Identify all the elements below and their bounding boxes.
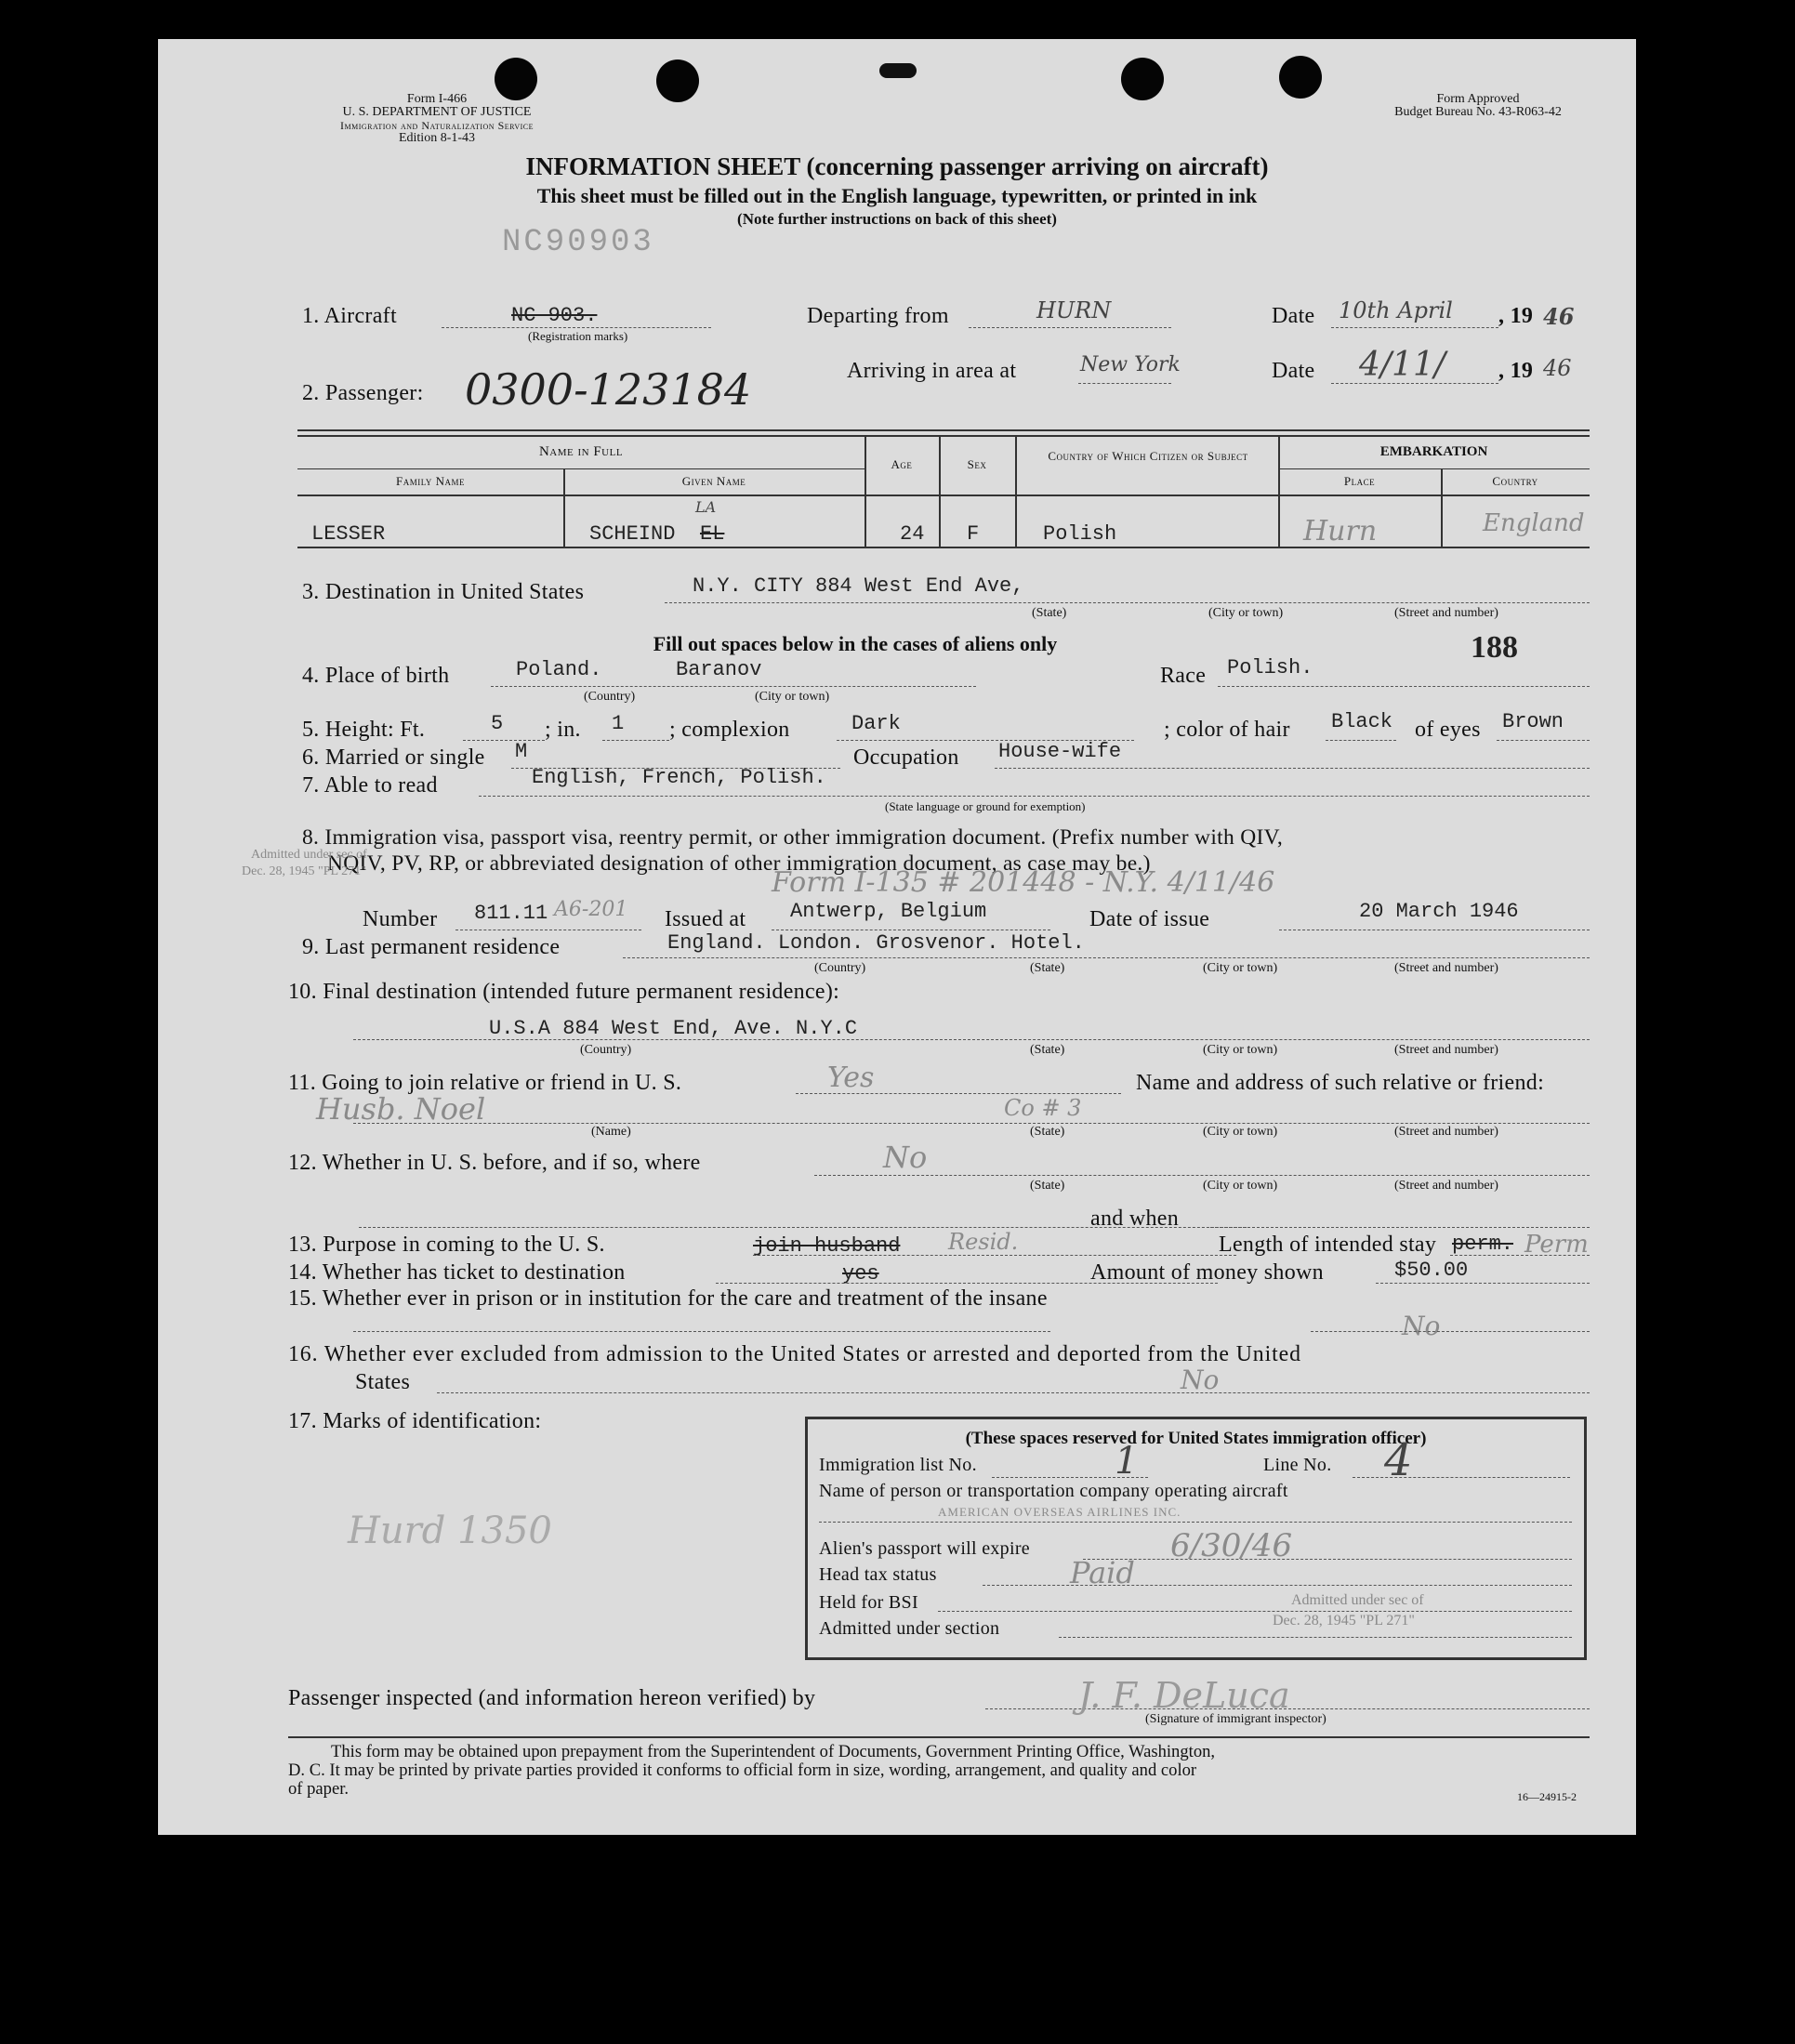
inspector-signature: J. F. DeLuca <box>1078 1675 1290 1716</box>
read-label: 7. Able to read <box>302 773 438 798</box>
money-value: $50.00 <box>1394 1259 1469 1282</box>
excluded-label-1: 16. Whether ever excluded from admission to the United States or arrested and deported from the United <box>288 1342 1301 1366</box>
page-number: 188 <box>1471 630 1518 665</box>
punch-mark <box>879 63 917 78</box>
money-label: Amount of money shown <box>1090 1260 1324 1285</box>
cap-country-9: (Country) <box>814 961 866 975</box>
arriving-value: New York <box>1080 353 1181 376</box>
form-note: (Note further instructions on back of this sheet) <box>737 210 1057 228</box>
cap-country-10: (Country) <box>580 1043 632 1057</box>
cap-city-11: (City or town) <box>1203 1125 1278 1139</box>
visa-handwritten: Form I-135 # 201448 - N.Y. 4/11/46 <box>772 866 1275 899</box>
list-label: Immigration list No. <box>819 1455 977 1475</box>
residence-value: England. London. Grosvenor. Hotel. <box>667 931 1085 955</box>
cap-street-10: (Street and number) <box>1394 1043 1498 1057</box>
aircraft-value: NC 903. <box>511 304 598 327</box>
cell-given-correction: LA <box>695 498 717 516</box>
date-label: Date <box>1272 304 1315 328</box>
stay-label: Length of intended stay <box>1219 1233 1437 1257</box>
col-name-in-full: Name in Full <box>538 444 624 459</box>
before-value: No <box>883 1140 928 1175</box>
passenger-label: 2. Passenger: <box>302 381 424 405</box>
cell-sex: F <box>967 522 980 546</box>
aliens-heading: Fill out spaces below in the cases of aliens only <box>653 632 1058 655</box>
height-in: 1 <box>612 712 625 735</box>
company-value: AMERICAN OVERSEAS AIRLINES INC. <box>938 1505 1181 1519</box>
marks-label: 17. Marks of identification: <box>288 1409 542 1433</box>
race-value: Polish. <box>1227 656 1313 679</box>
final-destination-label: 10. Final destination (intended future permanent residence): <box>288 980 840 1004</box>
before-label: 12. Whether in U. S. before, and if so, where <box>288 1151 701 1175</box>
admitted-stamp-2: Dec. 28, 1945 "PL 271" <box>1273 1613 1415 1629</box>
doi-value: 20 March 1946 <box>1359 900 1519 923</box>
complexion-value: Dark <box>851 712 901 735</box>
footer-text-1: This form may be obtained upon prepayment from the Superintendent of Documents, Government Printing Office, Washington, <box>331 1742 1216 1761</box>
excluded-label-2: States <box>355 1370 411 1394</box>
hair-label: ; color of hair <box>1164 718 1290 742</box>
cap-country-4: (Country) <box>584 690 636 704</box>
date-value: 10th April <box>1339 297 1453 323</box>
stay-value: perm. <box>1452 1233 1514 1256</box>
cap-state-3: (State) <box>1032 606 1067 620</box>
occupation-label: Occupation <box>853 745 959 770</box>
departing-value: HURN <box>1036 297 1112 323</box>
read-caption: (State language or ground for exemption) <box>885 799 1086 813</box>
cell-country: England <box>1483 509 1585 537</box>
header-right <box>1339 93 1617 119</box>
aircraft-label: 1. Aircraft <box>302 304 397 328</box>
cap-name-11: (Name) <box>591 1125 631 1139</box>
cap-state-9: (State) <box>1030 961 1065 975</box>
destination-label: 3. Destination in United States <box>302 580 585 604</box>
line-value: 4 <box>1384 1434 1413 1486</box>
company-label: Name of person or transportation company operating aircraft <box>819 1481 1288 1501</box>
birth-label: 4. Place of birth <box>302 664 450 688</box>
issued-value: Antwerp, Belgium <box>790 900 987 923</box>
read-value: English, French, Polish. <box>532 766 826 789</box>
officer-heading: (These spaces reserved for United States immigration officer) <box>965 1429 1427 1448</box>
residence-label: 9. Last permanent residence <box>302 935 561 959</box>
admitted-label: Admitted under section <box>819 1618 1000 1639</box>
headtax-value: Paid <box>1070 1555 1135 1590</box>
col-country-citizen: Country of Which Citizen or Subject <box>1048 449 1248 463</box>
cell-given-struck: EL <box>700 522 725 546</box>
col-place: Place <box>1343 474 1376 488</box>
ticket-label: 14. Whether has ticket to destination <box>288 1260 626 1285</box>
departing-label: Departing from <box>807 304 949 328</box>
line-label: Line No. <box>1263 1455 1332 1475</box>
edition: Edition 8-1-43 <box>398 131 476 145</box>
destination-value: N.Y. CITY 884 West End Ave, <box>693 574 1024 598</box>
passport-label: Alien's passport will expire <box>819 1538 1030 1559</box>
date2-label: Date <box>1272 359 1315 383</box>
marks-hw: Hurd 1350 <box>348 1510 552 1552</box>
number-hw: A6-201 <box>554 898 628 921</box>
visa-margin-stamp-2: Dec. 28, 1945 "PL 271" <box>242 864 366 878</box>
signature-caption: (Signature of immigrant inspector) <box>1145 1712 1326 1726</box>
stay-hw: Perm <box>1524 1231 1589 1259</box>
footer-text-2: D. C. It may be printed by private parties provided it conforms to official form in size, wording, arrangement, and quality and color <box>288 1760 1197 1780</box>
occupation-value: House-wife <box>998 740 1122 763</box>
complexion-label: ; complexion <box>669 718 790 742</box>
budget-number: Budget Bureau No. 43-R063-42 <box>1394 105 1562 119</box>
purpose-value: join husband <box>753 1234 901 1258</box>
doi-label: Date of issue <box>1089 907 1210 931</box>
footer-code: 16—24915-2 <box>1517 1790 1577 1803</box>
inspected-label: Passenger inspected (and information hereon verified) by <box>288 1686 816 1710</box>
name-address-label: Name and address of such relative or friend: <box>1136 1071 1545 1095</box>
cap-city-9: (City or town) <box>1203 961 1278 975</box>
punch-hole-2 <box>656 59 699 102</box>
form-subtitle: This sheet must be filled out in the English language, typewritten, or printed in ink <box>536 184 1258 207</box>
purpose-hw: Resid. <box>948 1229 1019 1255</box>
arriving-label: Arriving in area at <box>847 359 1017 383</box>
cell-citizen: Polish <box>1043 522 1117 546</box>
cell-family: LESSER <box>311 522 386 546</box>
stamp-number: NC90903 <box>502 225 654 260</box>
date2-year: 46 <box>1543 355 1572 381</box>
service: Immigration and Naturalization Service <box>339 119 534 132</box>
number-value: 811.11 <box>474 902 548 925</box>
cap-city-3: (City or town) <box>1208 606 1284 620</box>
married-value: M <box>515 740 528 763</box>
header-left <box>279 93 595 145</box>
visa-text-1: 8. Immigration visa, passport visa, reentry permit, or other immigration document. (Prefix number with QIV, <box>302 825 1284 850</box>
height-ft: 5 <box>491 712 504 735</box>
cell-age: 24 <box>900 522 925 546</box>
footer-text-3: of paper. <box>288 1779 350 1799</box>
col-family-name: Family Name <box>396 474 465 488</box>
prison-label: 15. Whether ever in prison or in institution for the care and treatment of the insane <box>288 1286 1048 1311</box>
col-embarkation: EMBARKATION <box>1379 444 1488 459</box>
punch-hole-3 <box>1121 58 1164 100</box>
date-year-prefix: , 19 <box>1498 304 1534 328</box>
height-in-label: ; in. <box>545 718 581 742</box>
join-hw-state: Co # 3 <box>1004 1095 1082 1121</box>
cap-street-11: (Street and number) <box>1394 1125 1498 1139</box>
excluded-value: No <box>1181 1365 1220 1395</box>
passport-value: 6/30/46 <box>1170 1527 1293 1564</box>
join-hw-name: Husb. Noel <box>316 1091 486 1127</box>
cell-given: SCHEIND <box>589 522 676 546</box>
race-label: Race <box>1160 664 1207 688</box>
date2-value: 4/11/ <box>1359 346 1445 384</box>
date-year: 46 <box>1543 303 1575 330</box>
cap-city-10: (City or town) <box>1203 1043 1278 1057</box>
col-sex: Sex <box>967 457 987 471</box>
admitted-stamp-1: Admitted under sec of <box>1291 1592 1424 1608</box>
eyes-value: Brown <box>1502 710 1564 733</box>
join-value: Yes <box>827 1062 875 1094</box>
form-title: INFORMATION SHEET (concerning passenger arriving on aircraft) <box>525 152 1269 180</box>
eyes-label: of eyes <box>1415 718 1481 742</box>
purpose-label: 13. Purpose in coming to the U. S. <box>288 1233 605 1257</box>
visa-margin-stamp-1: Admitted under sec of <box>251 848 367 862</box>
ticket-value: yes <box>842 1262 879 1286</box>
final-destination-value: U.S.A 884 West End, Ave. N.Y.C <box>489 1017 858 1040</box>
form-number: Form I-466 <box>406 92 468 106</box>
bsi-label: Held for BSI <box>819 1592 918 1613</box>
punch-hole-4 <box>1279 56 1322 99</box>
cell-place: Hurn <box>1303 515 1378 547</box>
cap-street-3: (Street and number) <box>1394 606 1498 620</box>
list-value: 1 <box>1115 1440 1139 1483</box>
cap-city-12: (City or town) <box>1203 1179 1278 1193</box>
and-when-label: and when <box>1090 1207 1180 1231</box>
department: U. S. DEPARTMENT OF JUSTICE <box>342 105 532 119</box>
prison-value: No <box>1402 1311 1441 1341</box>
married-label: 6. Married or single <box>302 745 485 770</box>
visa-text-2: NQIV, PV, RP, or abbreviated designation of other immigration document, as case may be.) <box>327 851 1151 876</box>
registration-caption: (Registration marks) <box>528 329 628 343</box>
cap-state-12: (State) <box>1030 1179 1065 1193</box>
col-country: Country <box>1492 474 1538 488</box>
col-age: Age <box>891 457 913 471</box>
cap-state-11: (State) <box>1030 1125 1065 1139</box>
number-label: Number <box>363 907 438 931</box>
hair-value: Black <box>1331 710 1393 733</box>
passenger-value: 0300-123184 <box>465 364 752 415</box>
cap-street-9: (Street and number) <box>1394 961 1498 975</box>
form-approved: Form Approved <box>1436 92 1520 106</box>
date2-year-prefix: , 19 <box>1498 359 1534 383</box>
officer-box <box>805 1417 1587 1660</box>
form-sheet <box>158 39 1636 1835</box>
col-given-name: Given Name <box>681 474 746 488</box>
birth-country: Poland. <box>516 658 602 681</box>
cap-state-10: (State) <box>1030 1043 1065 1057</box>
headtax-label: Head tax status <box>819 1564 937 1585</box>
height-label: 5. Height: Ft. <box>302 718 426 742</box>
birth-city: Baranov <box>676 658 762 681</box>
cap-street-12: (Street and number) <box>1394 1179 1498 1193</box>
cap-city-4: (City or town) <box>755 690 830 704</box>
join-label: 11. Going to join relative or friend in U. S. <box>288 1071 682 1095</box>
issued-label: Issued at <box>665 907 746 931</box>
